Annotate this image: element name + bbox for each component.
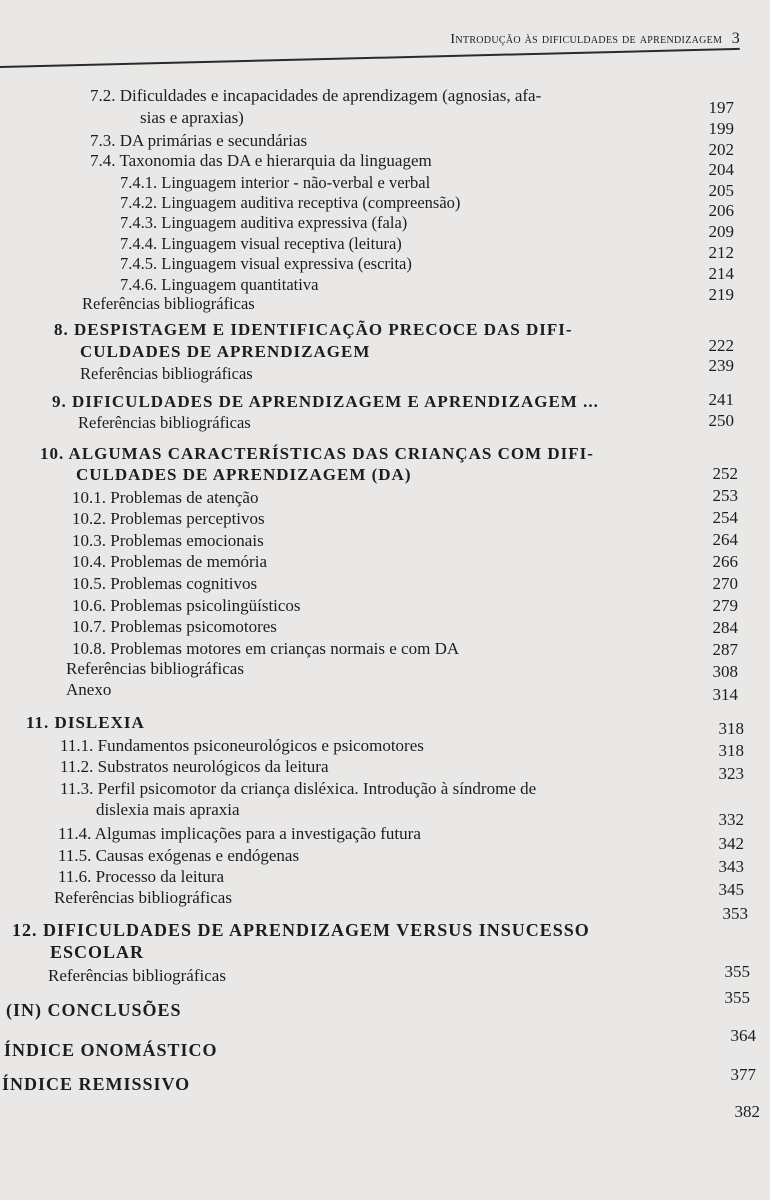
toc-entry: ÍNDICE REMISSIVO [2,1074,191,1094]
toc-entry: 7.4. Taxonomia das DA e hierarquia da linguagem [90,151,432,170]
toc-page-number: 332 [718,810,744,829]
header-title: Introdução às dificuldades de aprendizagem [450,32,723,47]
toc-page-number: 308 [712,662,738,681]
toc-entry: 10. ALGUMAS CARACTERÍSTICAS DAS CRIANÇAS COM DIFI- [40,444,594,463]
toc-entry: Referências bibliográficas [48,966,226,985]
toc-page-number: 353 [722,904,748,923]
toc-entry: (IN) CONCLUSÕES [6,1000,182,1020]
toc-entry: 7.3. DA primárias e secundárias [90,131,308,150]
toc-entry: 10.5. Problemas cognitivos [72,574,258,593]
toc-entry: 11.1. Fundamentos psiconeurológicos e psicomotores [60,736,424,755]
toc-entry: 7.2. Dificuldades e incapacidades de aprendizagem (agnosias, afa- [90,86,542,105]
toc-page-number: 252 [712,464,738,483]
toc-page-number: 323 [718,764,744,783]
toc-page-number: 355 [724,962,750,981]
toc-entry: sias e apraxias) [140,108,244,127]
toc-page-number: 318 [718,719,744,738]
header-rule [0,48,740,68]
toc-entry: Referências bibliográficas [78,413,251,432]
toc-entry: 10.3. Problemas emocionais [72,531,264,550]
running-header [360,30,740,48]
toc-page-number: 209 [708,222,734,241]
toc-page-number: 222 [708,336,734,355]
toc-page-number: 318 [718,741,744,760]
toc-page-number: 345 [718,880,744,899]
toc-page-number: 250 [708,411,734,430]
toc-entry: 10.4. Problemas de memória [72,552,267,571]
toc-entry: 11.4. Algumas implicações para a investigação futura [58,824,421,843]
toc-page-number: 287 [712,640,738,659]
toc-entry: 11. DISLEXIA [26,713,145,732]
toc-page-number: 377 [730,1065,756,1084]
toc-entry: 7.4.2. Linguagem auditiva receptiva (compreensão) [120,193,461,212]
toc-page-number: 343 [718,857,744,876]
toc-entry: 8. DESPISTAGEM E IDENTIFICAÇÃO PRECOCE DAS DIFI- [54,320,573,339]
toc-page-number: 204 [708,160,734,179]
toc-page-number: 254 [712,508,738,527]
toc-entry: 9. DIFICULDADES DE APRENDIZAGEM E APRENDIZAGEM ... [52,392,599,411]
toc-page-number: 239 [708,356,734,375]
toc-page-number: 241 [708,390,734,409]
toc-entry: 7.4.6. Linguagem quantitativa [120,275,319,294]
toc-page-number: 284 [712,618,738,637]
toc-page-number: 355 [724,988,750,1007]
toc-entry: 7.4.3. Linguagem auditiva expressiva (fala) [120,213,408,232]
toc-entry: 10.8. Problemas motores em crianças normais e com DA [72,639,460,658]
toc-entry: 10.2. Problemas perceptivos [72,509,265,528]
toc-entry: 7.4.5. Linguagem visual expressiva (escrita) [120,254,412,273]
toc-entry: Anexo [66,680,112,699]
toc-entry: 11.6. Processo da leitura [58,867,225,886]
toc-entry: ESCOLAR [50,942,145,962]
toc-page-number: 264 [712,530,738,549]
toc-entry: 10.7. Problemas psicomotores [72,617,277,636]
toc-page-number: 214 [708,264,734,283]
toc-page-number: 205 [708,181,734,200]
toc-entry: Referências bibliográficas [66,659,244,678]
toc-page-number: 202 [708,140,734,159]
toc-entry: 11.5. Causas exógenas e endógenas [58,846,300,865]
toc-page-number: 199 [708,119,734,138]
toc-page-number: 342 [718,834,744,853]
toc-entry: dislexia mais apraxia [96,800,240,819]
toc-page-number: 364 [730,1026,756,1045]
header-page-number: 3 [731,30,740,47]
toc-entry: Referências bibliográficas [54,888,232,907]
toc-entry: 10.1. Problemas de atenção [72,488,259,507]
toc-page-number: 270 [712,574,738,593]
toc-entry: Referências bibliográficas [82,294,255,313]
toc-page-number: 219 [708,285,734,304]
toc-entry: Referências bibliográficas [80,364,253,383]
toc-page-number: 253 [712,486,738,505]
toc-page-number: 197 [708,98,734,117]
toc-entry: 7.4.1. Linguagem interior - não-verbal e verbal [120,173,431,192]
toc-entry: 10.6. Problemas psicolingüísticos [72,596,301,615]
toc-page-number: 206 [708,201,734,220]
toc-entry: ÍNDICE ONOMÁSTICO [4,1040,218,1060]
toc-page-number: 266 [712,552,738,571]
toc-entry: 7.4.4. Linguagem visual receptiva (leitura) [120,234,402,253]
toc-entry: CULDADES DE APRENDIZAGEM [80,342,371,361]
toc-page-number: 212 [708,243,734,262]
toc-entry: 11.2. Substratos neurológicos da leitura [60,757,329,776]
toc-page-number: 382 [734,1102,760,1121]
toc-entry: 12. DIFICULDADES DE APRENDIZAGEM VERSUS INSUCESSO [12,920,590,940]
toc-entry: CULDADES DE APRENDIZAGEM (DA) [76,465,412,484]
toc-page-number: 314 [712,685,738,704]
toc-page-number: 279 [712,596,738,615]
toc-entry: 11.3. Perfil psicomotor da criança disléxica. Introdução à síndrome de [60,779,537,798]
